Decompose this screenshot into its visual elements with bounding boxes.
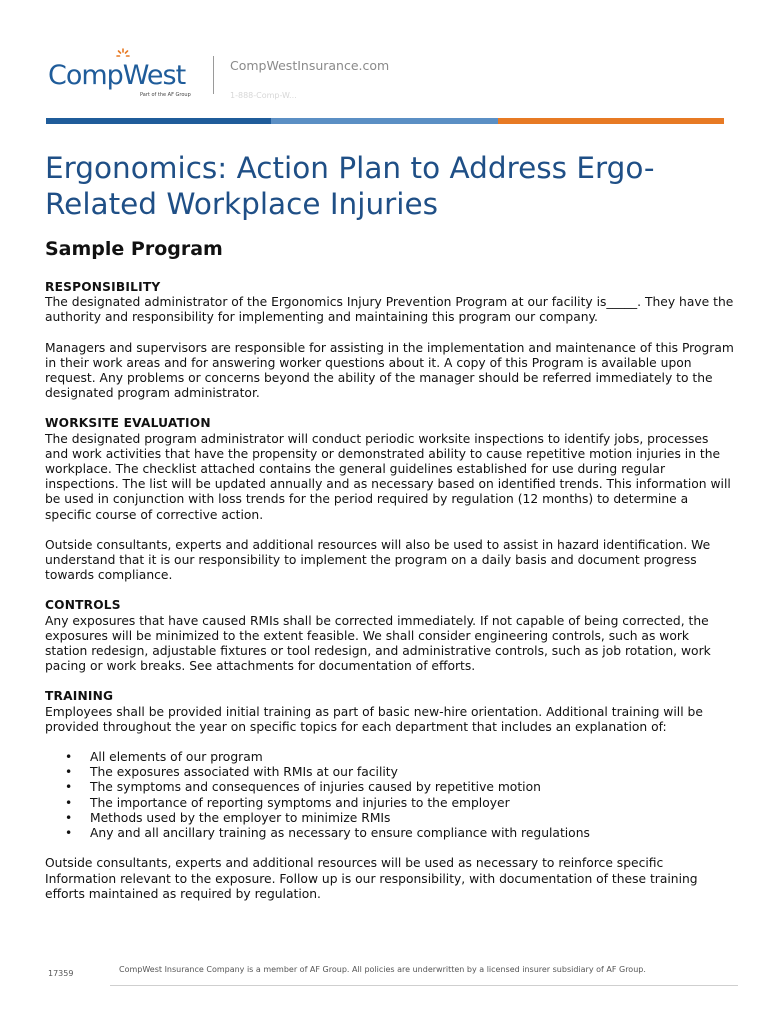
bullet-icon: •: [65, 765, 73, 780]
list-item: • The symptoms and consequences of injuries caused by repetitive motion: [65, 780, 541, 795]
section-heading-responsibility: RESPONSIBILITY: [45, 280, 161, 294]
document-body: [45, 280, 735, 902]
bullet-icon: •: [65, 750, 73, 765]
header-divider: [213, 56, 214, 94]
footer-disclaimer: CompWest Insurance Company is a member of AF Group. All policies are underwritten by a licensed insurer subsidiary of AF Group.: [119, 965, 646, 974]
list-item: • All elements of our program: [65, 750, 263, 765]
logo-tagline: Part of the AF Group: [140, 92, 191, 98]
paragraph: Employees shall be provided initial training as part of basic new-hire orientation. Additional training will be provided throughout the year on specific topics for each department that includes an explanation of:: [45, 704, 703, 734]
section-heading-controls: CONTROLS: [45, 598, 121, 613]
bullet-icon: •: [65, 826, 73, 841]
paragraph: Outside consultants, experts and additional resources will also be used to assist in hazard identification. We understand that it is our responsibility to implement the program on a daily basis and document progress towards compliance.: [45, 537, 711, 583]
paragraph: Any exposures that have caused RMIs shall be corrected immediately. If not capable of being corrected, the exposures will be minimized to the extent feasible. We shall consider engineering controls, such as work station redesign, adjustable fixtures or tool redesign, and administrative controls, such as job rotation, work pacing or work breaks. See attachments for documentation of efforts.: [45, 613, 711, 674]
paragraph: The designated administrator of the Ergonomics Injury Prevention Program at our facility is_____. They have the authority and responsibility for implementing and maintaining this program our company.: [45, 295, 734, 325]
paragraph: Outside consultants, experts and additional resources will be used as necessary to reinforce specific Information relevant to the exposure. Follow up is our responsibility, with documentation of these training efforts maintained as required by regulation.: [45, 856, 698, 901]
page-header: [46, 42, 726, 112]
bullet-icon: •: [65, 780, 73, 795]
section-heading-worksite-evaluation: WORKSITE EVALUATION: [45, 416, 211, 431]
paragraph: Managers and supervisors are responsible for assisting in the implementation and maintenance of this Program in their work areas and for answering worker questions about it. A copy of this Program is available upon request. Any problems or concerns beyond the ability of the manager should be referred immediately to the designated program administrator.: [45, 340, 734, 401]
list-item: • Any and all ancillary training as necessary to ensure compliance with regulations: [65, 826, 590, 841]
bullet-icon: •: [65, 810, 73, 825]
phone-faded-text: 1-888-Comp-W...: [230, 91, 297, 100]
logo-wordmark: CompWest: [48, 60, 186, 91]
paragraph: The designated program administrator will conduct periodic worksite inspections to identify jobs, processes and work activities that have the propensity or demonstrated ability to cause repetitive motion injuries in the workplace. The checklist attached contains the general guidelines established for use during regular inspections. The list will be updated annually and as necessary based on identified trends. This information will be used in conjunction with loss trends for the period required by regulation (12 months) to determine a specific course of corrective action.: [45, 431, 731, 522]
page-footer: [0, 960, 770, 990]
document-subtitle: Sample Program: [45, 238, 223, 260]
header-band-light-blue: [271, 118, 498, 124]
list-item: • The importance of reporting symptoms and injuries to the employer: [65, 795, 510, 810]
list-item: • Methods used by the employer to minimize RMIs: [65, 810, 391, 825]
footer-rule: [110, 985, 738, 986]
list-item: • The exposures associated with RMIs at our facility: [65, 765, 398, 780]
training-topics-list: [45, 750, 735, 841]
header-band-orange: [498, 118, 724, 124]
document-title: Ergonomics: Action Plan to Address Ergo-Related Workplace Injuries: [45, 151, 655, 221]
website-text: [230, 58, 390, 100]
bullet-icon: •: [65, 795, 73, 810]
section-heading-training: TRAINING: [45, 689, 114, 704]
header-band-dark-blue: [46, 118, 271, 124]
compwest-logo: [46, 46, 206, 102]
website-url: CompWestInsurance.com: [230, 58, 390, 73]
document-code: 17359: [48, 969, 74, 978]
